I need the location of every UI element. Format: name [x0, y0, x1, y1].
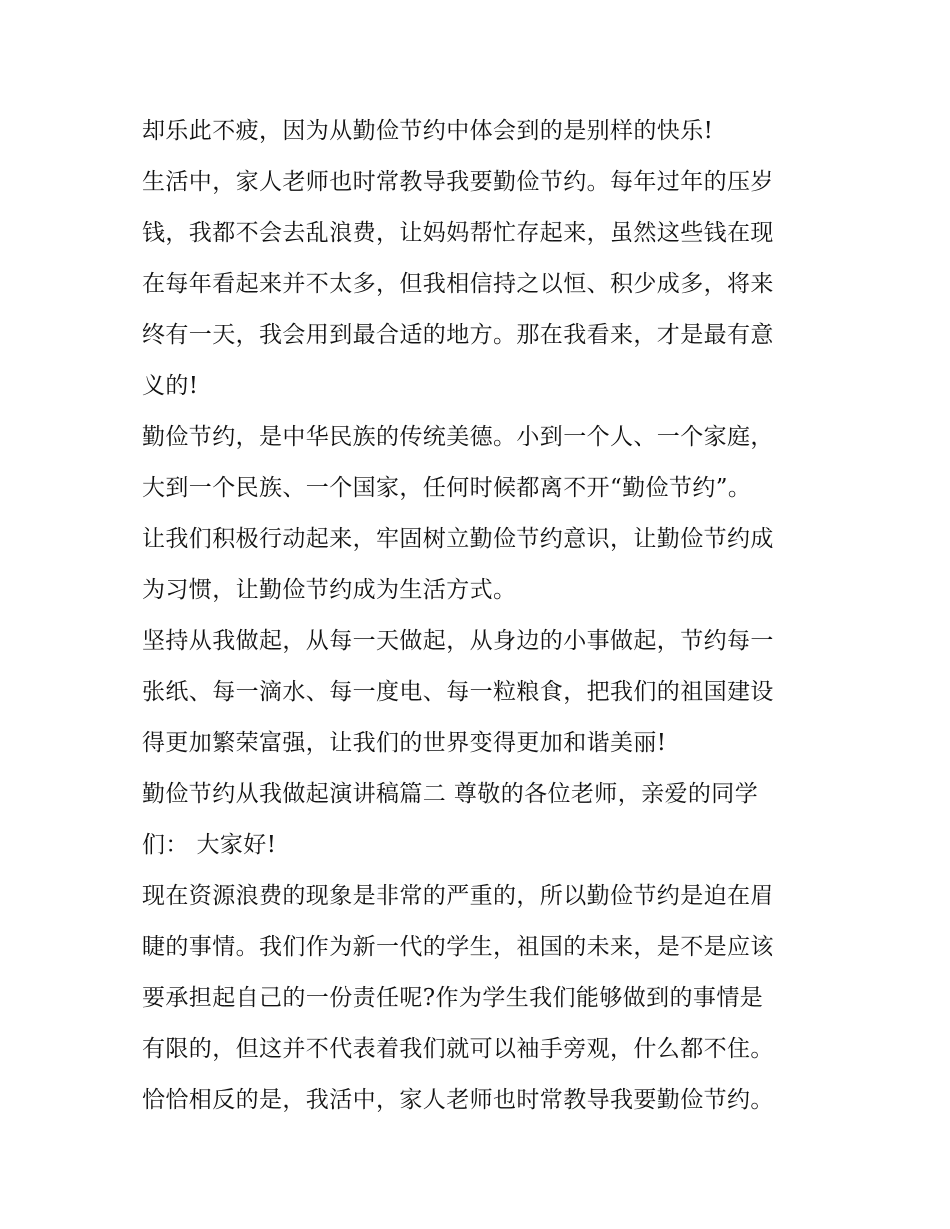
- body-text: [142, 106, 822, 1126]
- text-line: 在每年看起来并不太多，但我相信持之以恒、积少成多，将来: [142, 271, 774, 297]
- text-line: 得更加繁荣富强，让我们的世界变得更加和谐美丽!: [142, 730, 667, 756]
- text-line: 恰恰相反的是，我活中，家人老师也时常教导我要勤俭节约。: [142, 1087, 774, 1113]
- text-line: 让我们积极行动起来，牢固树立勤俭节约意识，让勤俭节约成: [142, 526, 774, 552]
- text-line: 却乐此不疲，因为从勤俭节约中体会到的是别样的快乐!: [142, 118, 714, 144]
- text-line: 要承担起自己的一份责任呢?作为学生我们能够做到的事情是: [142, 985, 764, 1011]
- text-line: 义的!: [142, 373, 199, 399]
- text-line: 勤俭节约，是中华民族的传统美德。小到一个人、一个家庭，: [142, 424, 774, 450]
- text-line: 钱，我都不会去乱浪费，让妈妈帮忙存起来，虽然这些钱在现: [142, 220, 774, 246]
- text-line: 张纸、每一滴水、每一度电、每一粒粮食，把我们的祖国建设: [142, 679, 774, 705]
- text-line: 生活中，家人老师也时常教导我要勤俭节约。每年过年的压岁: [142, 169, 774, 195]
- text-line: 为习惯，让勤俭节约成为生活方式。: [142, 577, 517, 603]
- text-line: 勤俭节约从我做起演讲稿篇二 尊敬的各位老师，亲爱的同学: [142, 781, 759, 807]
- text-line: 有限的，但这并不代表着我们就可以袖手旁观，什么都不住。: [142, 1036, 774, 1062]
- text-line: 们： 大家好!: [142, 832, 277, 858]
- text-line: 大到一个民族、一个国家，任何时候都离不开“勤俭节约”。: [142, 475, 752, 501]
- text-line: 坚持从我做起，从每一天做起，从身边的小事做起，节约每一: [142, 628, 774, 654]
- text-line: 终有一天，我会用到最合适的地方。那在我看来，才是最有意: [142, 322, 774, 348]
- text-line: 现在资源浪费的现象是非常的严重的，所以勤俭节约是迫在眉: [142, 883, 774, 909]
- text-line: 睫的事情。我们作为新一代的学生，祖国的未来，是不是应该: [142, 934, 774, 960]
